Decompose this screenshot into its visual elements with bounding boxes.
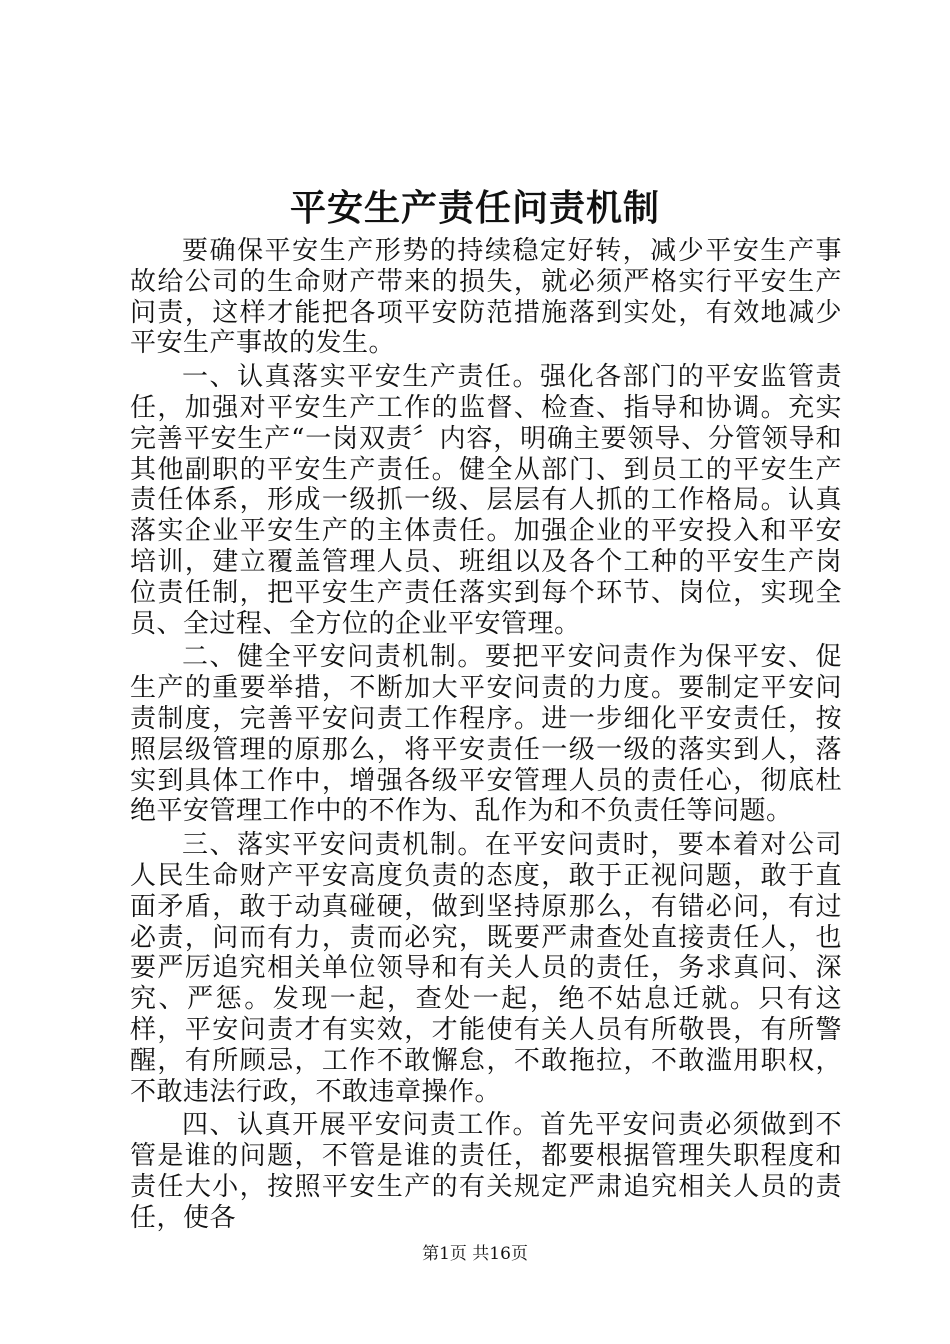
paragraph-intro: 要确保平安生产形势的持续稳定好转，减少平安生产事故给公司的生命财产带来的损失，就必须严格实行平安生产问责，这样才能把各项平安防范措施落到实处，有效地减少平安生产事故的发生。 <box>130 236 842 359</box>
document-body <box>130 236 842 1234</box>
total-label: 共 <box>472 1244 490 1264</box>
page-unit: 页 <box>449 1244 467 1264</box>
total-pages: 16 <box>489 1244 511 1264</box>
paragraph-section-1: 一、认真落实平安生产责任。强化各部门的平安监管责任，加强对平安生产工作的监督、检查、指导和协调。充实完善平安生产“一岗双责〞内容，明确主要领导、分管领导和其他副职的平安生产责任。健全从部门、到员工的平安生产责任体系，形成一级抓一级、层层有人抓的工作格局。认真落实企业平安生产的主体责任。加强企业的平安投入和平安培训，建立覆盖管理人员、班组以及各个工种的平安生产岗位责任制，把平安生产责任落实到每个环节、岗位，实现全员、全过程、全方位的企业平安管理。 <box>130 362 842 639</box>
page-label: 第 <box>422 1244 440 1264</box>
paragraph-section-4: 四、认真开展平安问责工作。首先平安问责必须做到不管是谁的问题，不管是谁的责任，都要根据管理失职程度和责任大小，按照平安生产的有关规定严肃追究相关人员的责任，使各 <box>130 1110 842 1233</box>
page-footer <box>0 1242 950 1266</box>
paragraph-section-3: 三、落实平安问责机制。在平安问责时，要本着对公司人民生命财产平安高度负责的态度，敢于正视问题，敢于直面矛盾，敢于动真碰硬，做到坚持原那么，有错必问，有过必责，问而有力，责而必究，既要严肃查处直接责任人，也要严厉追究相关单位领导和有关人员的责任，务求真问、深究、严惩。发现一起，查处一起，绝不姑息迁就。只有这样，平安问责才有实效，才能使有关人员有所敬畏，有所警醒，有所顾忌，工作不敢懈怠，不敢拖拉，不敢滥用职权，不敢违法行政，不敢违章操作。 <box>130 830 842 1107</box>
paragraph-section-2: 二、健全平安问责机制。要把平安问责作为保平安、促生产的重要举措，不断加大平安问责的力度。要制定平安问责制度，完善平安问责工作程序。进一步细化平安责任，按照层级管理的原那么，将平安责任一级一级的落实到人，落实到具体工作中，增强各级平安管理人员的责任心，彻底杜绝平安管理工作中的不作为、乱作为和不负责任等问题。 <box>130 642 842 827</box>
total-unit: 页 <box>510 1244 528 1264</box>
page-number: 1 <box>439 1244 450 1264</box>
document-title: 平安生产责任问责机制 <box>289 187 660 229</box>
